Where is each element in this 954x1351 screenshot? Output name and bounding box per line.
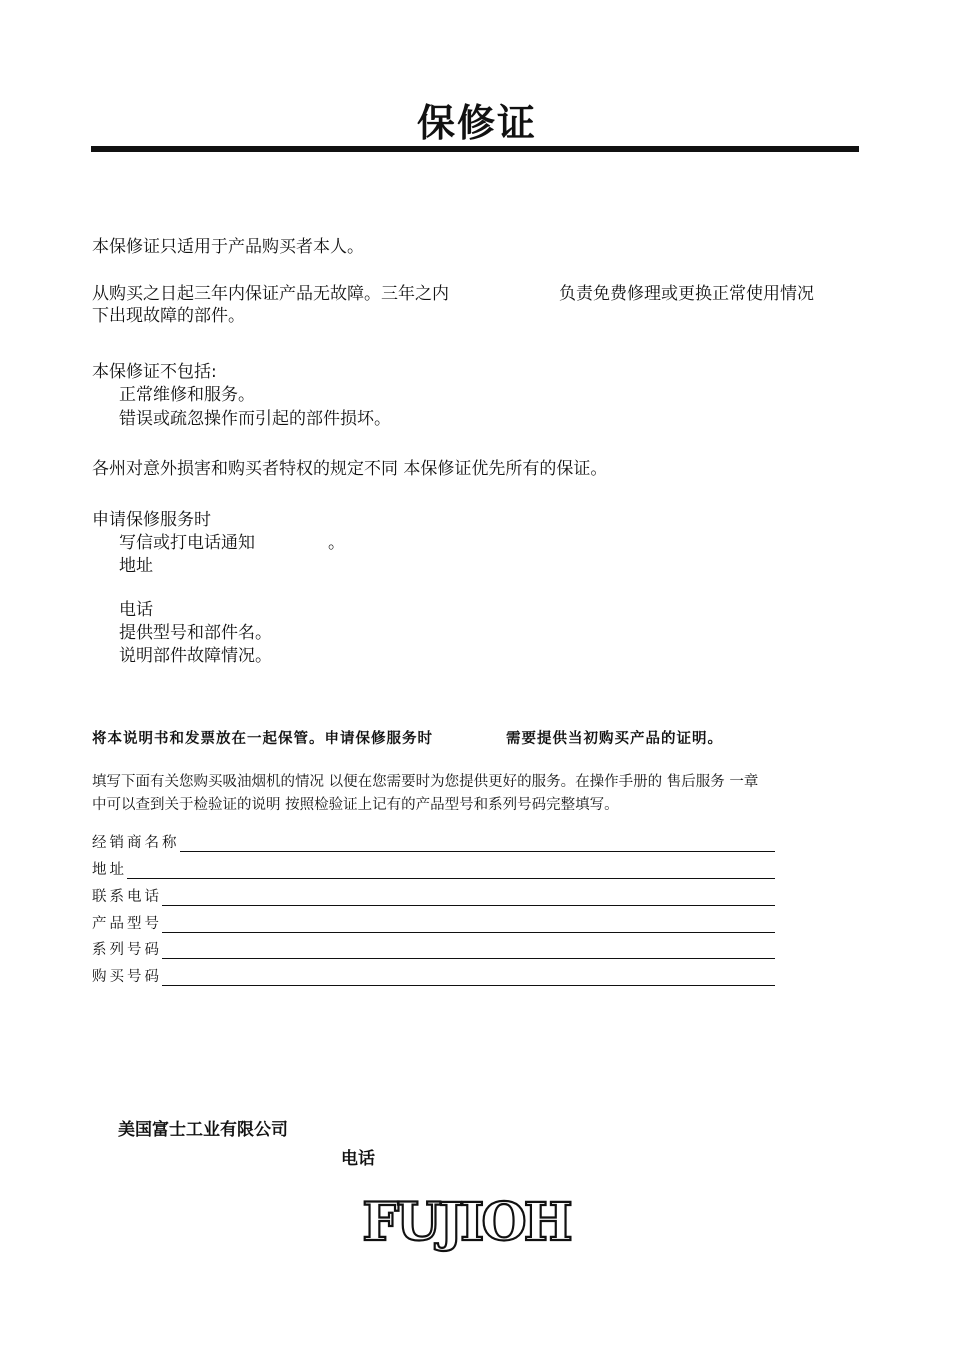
- service-describe-fault: 说明部件故障情况。: [119, 646, 272, 666]
- form-input-line[interactable]: [162, 932, 775, 933]
- company-phone-label: 电话: [341, 1149, 375, 1169]
- form-input-line[interactable]: [162, 958, 775, 959]
- title-divider: [91, 146, 859, 152]
- form-label: 经销商名称: [92, 835, 180, 851]
- exclusion-item: 正常维修和服务。: [119, 385, 255, 405]
- notice-part-1: 将本说明书和发票放在一起保管。申请保修服务时: [92, 731, 433, 747]
- intro-line-1: 本保修证只适用于产品购买者本人。: [92, 237, 364, 257]
- service-address-label: 地址: [119, 556, 153, 576]
- form-label: 购买号码: [92, 969, 162, 985]
- state-rights-text: 各州对意外损害和购买者特权的规定不同 本保修证优先所有的保证。: [92, 459, 608, 479]
- exclusions-heading: 本保修证不包括:: [92, 362, 217, 382]
- form-row-purchase-number[interactable]: [92, 964, 775, 986]
- form-label: 系列号码: [92, 942, 162, 958]
- form-row-dealer-name[interactable]: [92, 830, 775, 852]
- form-label: 联系电话: [92, 889, 162, 905]
- intro-line-3: 下出现故障的部件。: [92, 306, 245, 326]
- notice-part-2: 需要提供当初购买产品的证明。: [506, 731, 723, 747]
- form-input-line[interactable]: [162, 905, 775, 906]
- form-input-line[interactable]: [162, 985, 775, 986]
- fujioh-logo: [362, 1190, 570, 1256]
- service-write-or-call-end: 。: [328, 533, 345, 553]
- company-name: 美国富士工业有限公司: [118, 1120, 288, 1140]
- service-phone-label: 电话: [119, 600, 153, 620]
- exclusion-item: 错误或疏忽操作而引起的部件损坏。: [119, 409, 391, 429]
- form-row-contact-phone[interactable]: [92, 884, 775, 906]
- form-row-address[interactable]: [92, 857, 775, 879]
- fill-instructions-line-1: 填写下面有关您购买吸油烟机的情况 以便在您需要时为您提供更好的服务。在操作手册的 售后服务 一章: [92, 774, 759, 790]
- fujioh-logo-text: FUJIOH: [362, 1192, 570, 1253]
- page-title: 保修证: [416, 101, 537, 145]
- service-write-or-call: 写信或打电话通知: [119, 533, 255, 553]
- intro-line-2a: 从购买之日起三年内保证产品无故障。三年之内: [92, 284, 449, 304]
- form-row-serial-number[interactable]: [92, 937, 775, 959]
- form-row-product-model[interactable]: [92, 911, 775, 933]
- form-input-line[interactable]: [180, 851, 776, 852]
- form-label: 地址: [92, 862, 127, 878]
- service-heading: 申请保修服务时: [92, 510, 211, 530]
- service-provide-model: 提供型号和部件名。: [119, 623, 272, 643]
- intro-line-2b: 负责免费修理或更换正常使用情况: [559, 284, 814, 304]
- fill-instructions-line-2: 中可以查到关于检验证的说明 按照检验证上记有的产品型号和系列号码完整填写。: [92, 797, 619, 813]
- form-label: 产品型号: [92, 916, 162, 932]
- form-input-line[interactable]: [127, 878, 775, 879]
